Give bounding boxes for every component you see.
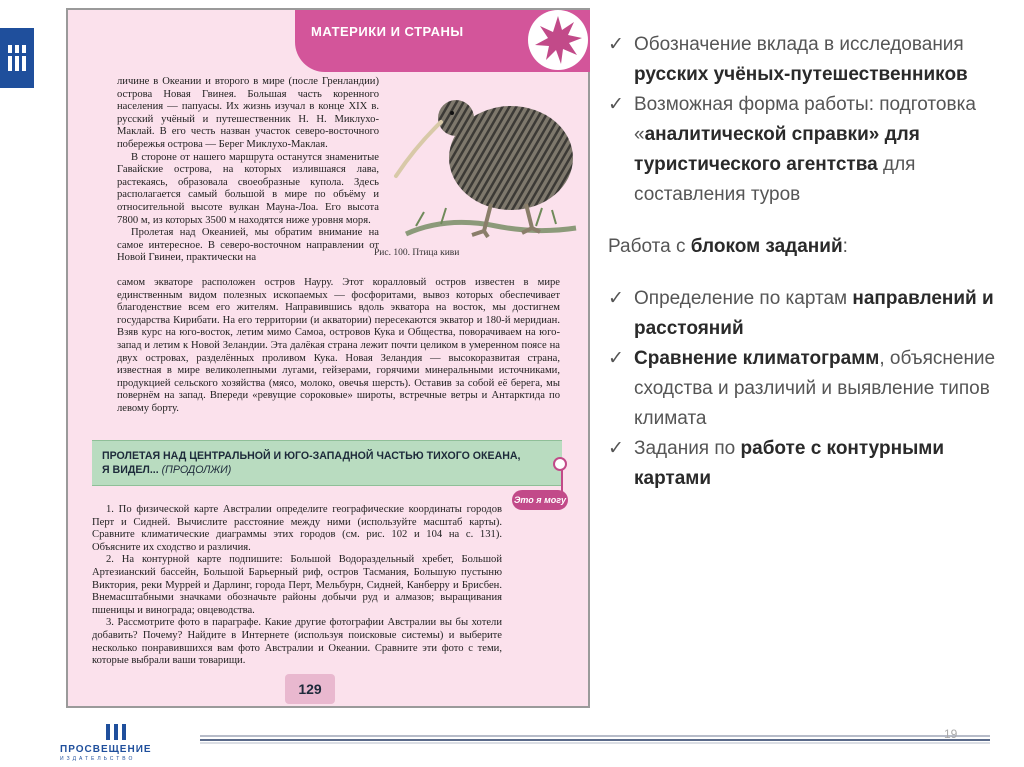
page-number: 129: [285, 674, 335, 704]
bullet-text: для составления туров: [634, 154, 916, 205]
publisher-logo-icon: [6, 41, 28, 75]
band-title: [102, 449, 522, 477]
text-column-top: [117, 76, 379, 265]
footer-brand: ПРОСВЕЩЕНИЕ: [60, 744, 152, 755]
bullet-item: [608, 30, 1008, 90]
bullet-item: [608, 434, 1008, 494]
checkmark-icon: ✓: [608, 288, 624, 309]
bullet-text: Задания по: [634, 438, 741, 459]
paragraph: личине в Океании и второго в мире (после Гренландии) острова Новая Гвинея. Большая часть коренного населения — папуасы. Их жизнь изучал в конце XIX в. русский учёный и путешественник Н. Н. Миклухо-Маклай. В его честь назван участок северо-восточного побережья острова — Берег Миклухо-Маклая.: [117, 76, 379, 150]
slide-number: 19: [944, 727, 958, 741]
footer-divider-lines: [200, 734, 990, 744]
bullet-bold: работе с контурными картами: [634, 438, 945, 489]
footer-publisher-logo: [60, 722, 190, 762]
connector-dot: [553, 457, 567, 471]
paragraph: самом экваторе расположен остров Науру. Этот коралловый остров известен в мире единственным видом полезных ископаемых — фосфоритами, вывоз которых обеспечивает благоденствие всем его жителям. Направившись вдоль экватора на восток, мы достигнем государства Кирибати. На его территории (и акватории) пересекаются экватор и 180-й меридиан. Взяв курс на юго-восток, летим мимо Самоа, островов Кука и Общества, поворачиваем на юго-запад и летим к Новой Зеландии. Эта далёкая страна лежит почти целиком в умеренном поясе на двух островах, разделённых проливом Кука. Новая Зеландия — высокоразвитая страна, известная в мире великолепными лугами, гейзерами, горячими минеральными источниками, продукцией сельского хозяйства (мясо, молоко, овечья шерсть). Оставив за собой её берега, мы повернём на запад. Впереди «ревущие сороковые» широты, встречные ветры и Антарктида по левому борту.: [117, 277, 560, 414]
paragraph: Пролетая над Океанией, мы обратим внимание на самое интересное. В северо-восточном направлении от Новой Гвинеи, практически на: [117, 227, 379, 264]
slide-notes: [608, 30, 1008, 494]
task-item: 2. На контурной карте подпишите: Большой Водораздельный хребет, Большой Артезианский бассейн, Большой Барьерный риф, остров Тасмания, Большую пустыню Виктория, реки Муррей и Дарлинг, города Перт, Мельбурн, Сидней, Канберру и Брисбен. Внемасштабными значками обозначьте районы добычи руд и алмазов; выращивания пшеницы и винограда; овцеводства.: [92, 554, 502, 616]
bullet-text: , объяснение сходства и различий и выявление типов климата: [634, 348, 996, 429]
band-title-text: ПРОЛЕТАЯ НАД ЦЕНТРАЛЬНОЙ И ЮГО-ЗАПАДНОЙ ЧАСТЬЮ ТИХОГО ОКЕАНА, Я ВИДЕЛ...: [102, 450, 521, 476]
bullet-item: [608, 90, 1008, 210]
checkmark-icon: ✓: [608, 438, 624, 459]
bullet-list-top: [608, 30, 1008, 210]
bullet-list-bottom: [608, 284, 1008, 494]
bullet-bold: Сравнение климатограмм: [634, 348, 880, 369]
figure-caption: Рис. 100. Птица киви: [374, 248, 460, 258]
publisher-mark-icon: [104, 722, 134, 742]
bullet-text: Возможная форма работы: подготовка «: [634, 94, 976, 145]
heading-colon: :: [842, 236, 848, 257]
chapter-title: МАТЕРИКИ И СТРАНЫ: [311, 24, 464, 39]
paragraph: В стороне от нашего маршрута останутся знаменитые Гавайские острова, на которых излившаяся лава, растекаясь, образовала своеобразные купола. Здесь располагается самый большой в мире по объёму и относительной высоте вулкан Мауна-Лоа. Его высота 7800 м, из которых 3500 м находятся ниже уровня моря.: [117, 151, 379, 226]
continue-sentence-band: [92, 440, 562, 486]
bullet-text: Определение по картам: [634, 288, 853, 309]
checkmark-icon: ✓: [608, 94, 624, 115]
heading-text: Работа с: [608, 236, 691, 257]
i-can-badge: Это я могу: [512, 490, 568, 510]
footer-subbrand: ИЗДАТЕЛЬСТВО: [60, 756, 136, 762]
band-title-continue: (ПРОДОЛЖИ): [161, 464, 232, 476]
task-block-heading: [608, 232, 1008, 262]
bullet-bold: русских учёных-путешественников: [634, 64, 968, 85]
kiwi-bird-illustration: [386, 66, 586, 242]
bullet-bold: аналитической справки» для туристического агентства: [634, 124, 920, 175]
heading-bold: блоком заданий: [690, 236, 843, 257]
task-item: 1. По физической карте Австралии определите географические координаты городов Перт и Сидней. Вычислите расстояние между ними (используйте масштаб карты). Сравните климатические диаграммы этих городов (см. рис. 102 и 104 на с. 131). Объясните их сходство и различия.: [92, 504, 502, 553]
tasks-block: [92, 504, 502, 668]
bullet-bold: направлений и расстояний: [634, 288, 994, 339]
bullet-item: [608, 284, 1008, 344]
textbook-page: [66, 8, 590, 708]
task-item: 3. Рассмотрите фото в параграфе. Какие другие фотографии Австралии вы бы хотели добавить? Почему? Найдите в Интернете (используя поисковые системы) и выберите несколько понравившихся вам фото Австралии и Океании. Сравните эти фото с теми, которые выбрали ваши товарищи.: [92, 617, 502, 667]
checkmark-icon: ✓: [608, 348, 624, 369]
bullet-text: Обозначение вклада в исследования: [634, 34, 964, 55]
publisher-logo-strip: [0, 28, 34, 88]
checkmark-icon: ✓: [608, 34, 624, 55]
bullet-item: [608, 344, 1008, 434]
text-column-main: [117, 277, 560, 416]
